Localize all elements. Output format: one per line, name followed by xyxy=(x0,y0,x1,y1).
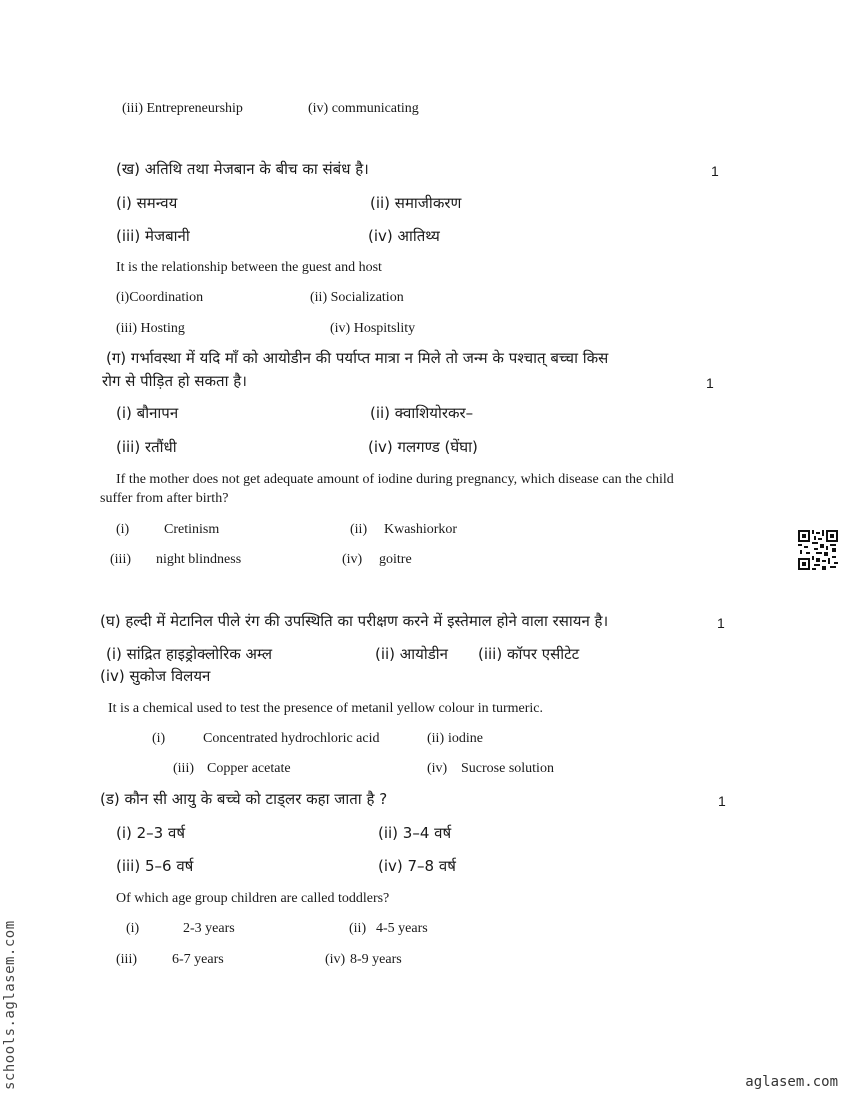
ga-english-option-2-text: Kwashiorkor xyxy=(384,522,458,537)
kha-english-option-1: (i)Coordination xyxy=(116,290,204,305)
question-kha-marks: 1 xyxy=(711,163,719,179)
qr-code-icon xyxy=(798,530,838,570)
question-gha-marks: 1 xyxy=(717,615,725,631)
kha-hindi-option-3: (iii) मेजबानी xyxy=(116,227,190,245)
question-ga-marks: 1 xyxy=(706,375,714,391)
question-ga-english-line1: If the mother does not get adequate amount of iodine during pregnancy, which disease can the child xyxy=(116,472,674,487)
gha-hindi-option-3: (iii) कॉपर एसीटेट xyxy=(478,645,580,663)
gha-hindi-option-4: (iv) सुकोज विलयन xyxy=(100,667,211,685)
da-hindi-option-4: (iv) 7–8 वर्ष xyxy=(378,857,456,875)
ga-english-option-2-number: (ii) xyxy=(350,522,368,537)
question-ga-hindi-line1: (ग) गर्भावस्था में यदि माँ को आयोडीन की पर्याप्त मात्रा न मिले तो जन्म के पश्चात् बच्चा किस xyxy=(106,349,609,367)
question-ga-hindi-line2: रोग से पीड़ित हो सकता है। xyxy=(102,372,247,390)
side-watermark: schools.aglasem.com xyxy=(2,920,18,1090)
ga-english-option-4-number: (iv) xyxy=(342,552,363,567)
ga-hindi-option-3: (iii) रतौंधी xyxy=(116,438,177,456)
da-english-option-4-number: (iv) xyxy=(325,952,346,967)
ga-english-option-1-number: (i) xyxy=(116,522,130,537)
da-hindi-option-3: (iii) 5–6 वर्ष xyxy=(116,857,194,875)
da-english-option-3-text: 6-7 years xyxy=(172,952,224,967)
footer-watermark: aglasem.com xyxy=(745,1074,838,1090)
gha-english-option-2-number: (ii) xyxy=(427,731,445,746)
gha-english-option-4-text: Sucrose solution xyxy=(461,761,554,776)
da-english-option-3-number: (iii) xyxy=(116,952,137,967)
ga-english-option-4-text: goitre xyxy=(379,552,412,567)
ga-hindi-option-2: (ii) क्वाशियोरकर– xyxy=(370,404,474,422)
gha-hindi-option-2: (ii) आयोडीन xyxy=(375,645,448,663)
question-da-english: Of which age group children are called toddlers? xyxy=(116,891,390,906)
kha-english-option-3: (iii) Hosting xyxy=(116,321,185,336)
kha-english-option-4: (iv) Hospitslity xyxy=(330,321,416,336)
da-english-option-2-number: (ii) xyxy=(349,921,367,936)
ga-english-option-3-text: night blindness xyxy=(156,552,242,567)
gha-english-option-2-text: iodine xyxy=(448,731,483,746)
question-ga-english-line2: suffer from after birth? xyxy=(100,491,229,506)
da-hindi-option-1: (i) 2–3 वर्ष xyxy=(116,824,186,842)
kha-hindi-option-2: (ii) समाजीकरण xyxy=(370,194,462,212)
question-kha-hindi: (ख) अतिथि तथा मेजबान के बीच का संबंध है। xyxy=(116,160,369,178)
da-english-option-1-number: (i) xyxy=(126,921,140,936)
kha-hindi-option-4: (iv) आतिथ्य xyxy=(368,227,440,245)
gha-english-option-4-number: (iv) xyxy=(427,761,448,776)
da-english-option-4-text: 8-9 years xyxy=(350,952,402,967)
option-iii-entrepreneurship: (iii) Entrepreneurship xyxy=(122,101,243,116)
ga-hindi-option-1: (i) बौनापन xyxy=(116,404,179,422)
gha-english-option-3-text: Copper acetate xyxy=(207,761,291,776)
gha-english-option-1-number: (i) xyxy=(152,731,166,746)
gha-english-option-3-number: (iii) xyxy=(173,761,194,776)
gha-english-option-1-text: Concentrated hydrochloric acid xyxy=(203,731,380,746)
da-english-option-2-text: 4-5 years xyxy=(376,921,428,936)
ga-english-option-3-number: (iii) xyxy=(110,552,131,567)
question-gha-english: It is a chemical used to test the presence of metanil yellow colour in turmeric. xyxy=(108,701,544,716)
question-gha-hindi: (घ) हल्दी में मेटानिल पीले रंग की उपस्थिति का परीक्षण करने में इस्तेमाल होने वाला रसायन है। xyxy=(100,612,609,630)
da-hindi-option-2: (ii) 3–4 वर्ष xyxy=(378,824,452,842)
ga-english-option-1-text: Cretinism xyxy=(164,522,220,537)
kha-hindi-option-1: (i) समन्वय xyxy=(116,194,178,212)
da-english-option-1-text: 2-3 years xyxy=(183,921,235,936)
gha-hindi-option-1: (i) सांद्रित हाइड्रोक्लोरिक अम्ल xyxy=(106,645,273,663)
option-iv-communicating: (iv) communicating xyxy=(308,101,419,116)
kha-english-option-2: (ii) Socialization xyxy=(310,290,404,305)
question-kha-english: It is the relationship between the guest and host xyxy=(116,260,382,275)
question-da-hindi: (ड) कौन सी आयु के बच्चे को टाड्लर कहा जाता है ? xyxy=(100,790,388,808)
question-da-marks: 1 xyxy=(718,793,726,809)
ga-hindi-option-4: (iv) गलगण्ड (घेंघा) xyxy=(368,438,478,456)
